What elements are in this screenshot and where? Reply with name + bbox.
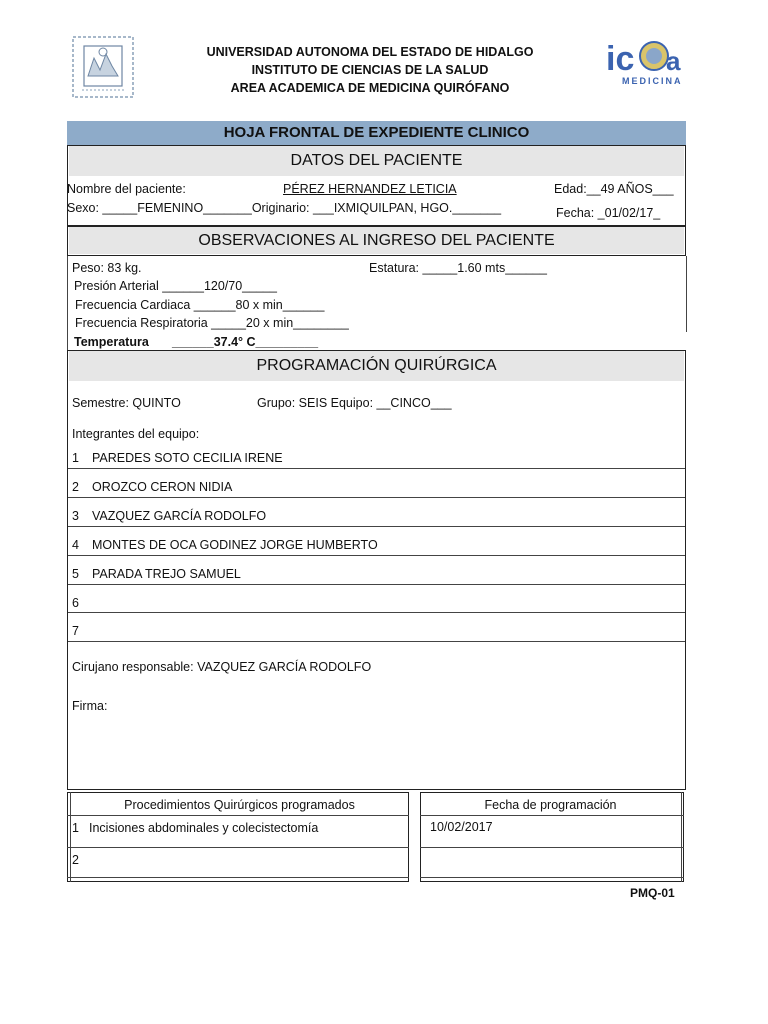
university-seal-logo	[72, 36, 134, 98]
member-name: OROZCO CERON NIDIA	[92, 480, 233, 494]
temperature-value: ______37.4° C_________	[172, 335, 319, 349]
patient-section-title: DATOS DEL PACIENTE	[69, 146, 684, 176]
member-name: VAZQUEZ GARCÍA RODOLFO	[92, 509, 267, 523]
member-divider	[68, 641, 685, 642]
schedule-inner-border	[681, 792, 682, 882]
procedure-number: 1	[72, 821, 79, 835]
patient-sex-origin: Sexo: _____FEMENINO_______Originario: ___IXMIQUILPAN, HGO._______	[67, 201, 502, 215]
member-divider	[68, 526, 685, 527]
observations-right-border	[686, 256, 687, 332]
member-number: 3	[72, 509, 79, 523]
schedule-row-divider	[420, 847, 684, 848]
patient-name-value: PÉREZ HERNANDEZ LETICIA	[283, 182, 457, 196]
member-divider	[68, 497, 685, 498]
procedures-header: Procedimientos Quirúrgicos programados	[124, 798, 355, 812]
weight-field: Peso: 83 kg.	[72, 261, 142, 275]
blood-pressure-field: Presión Arterial ______120/70_____	[74, 279, 277, 293]
observations-left-border	[67, 256, 68, 350]
schedule-date-value: 10/02/2017	[430, 820, 493, 834]
member-number: 2	[72, 480, 79, 494]
height-field: Estatura: _____1.60 mts______	[369, 261, 547, 275]
surgery-section-title: PROGRAMACIÓN QUIRÚRGICA	[69, 351, 684, 381]
procedures-header-divider	[67, 815, 409, 816]
procedure-name: Incisiones abdominales y colecistectomía	[89, 821, 319, 835]
member-number: 7	[72, 624, 79, 638]
responsible-surgeon: Cirujano responsable: VAZQUEZ GARCÍA RODOLFO	[72, 660, 372, 674]
member-number: 6	[72, 596, 79, 610]
form-code: PMQ-01	[630, 886, 675, 900]
patient-name-label: Nombre del paciente:	[67, 182, 186, 196]
member-divider	[68, 612, 685, 613]
schedule-row-divider	[420, 877, 684, 878]
procedure-number: 2	[72, 853, 79, 867]
temperature-label: Temperatura	[74, 335, 149, 349]
observations-section-title: OBSERVACIONES AL INGRESO DEL PACIENTE	[69, 227, 684, 254]
title-bar	[67, 121, 686, 145]
member-divider	[68, 468, 685, 469]
signature-label: Firma:	[72, 699, 108, 713]
member-number: 1	[72, 451, 79, 465]
institute-name: INSTITUTO DE CIENCIAS DE LA SALUD	[251, 63, 489, 77]
patient-age: Edad:__49 AÑOS___	[554, 182, 674, 196]
member-divider	[68, 584, 685, 585]
member-divider	[68, 555, 685, 556]
university-name: UNIVERSIDAD AUTONOMA DEL ESTADO DE HIDALGO	[206, 45, 534, 59]
svg-text:ic: ic	[606, 40, 635, 78]
member-name: PARADA TREJO SAMUEL	[92, 567, 241, 581]
respiratory-rate-field: Frecuencia Respiratoria _____20 x min________	[75, 316, 349, 330]
team-members-label: Integrantes del equipo:	[72, 427, 200, 441]
procedure-row-divider	[67, 847, 409, 848]
heart-rate-field: Frecuencia Cardiaca ______80 x min______	[75, 298, 325, 312]
member-name: PAREDES SOTO CECILIA IRENE	[92, 451, 283, 465]
member-number: 5	[72, 567, 79, 581]
procedure-row-divider	[67, 877, 409, 878]
semester-field: Semestre: QUINTO	[72, 396, 181, 410]
logo-caption: MEDICINA	[622, 76, 683, 86]
area-name: AREA ACADEMICA DE MEDICINA QUIRÓFANO	[230, 81, 510, 95]
icsa-medicina-logo	[604, 30, 684, 90]
schedule-header-divider	[420, 815, 684, 816]
patient-date: Fecha: _01/02/17_	[556, 206, 661, 220]
member-name: MONTES DE OCA GODINEZ JORGE HUMBERTO	[92, 538, 378, 552]
svg-text:a: a	[666, 46, 681, 76]
schedule-date-header: Fecha de programación	[484, 798, 617, 812]
member-number: 4	[72, 538, 79, 552]
page-title: HOJA FRONTAL DE EXPEDIENTE CLINICO	[223, 124, 530, 141]
group-team-field: Grupo: SEIS Equipo: __CINCO___	[257, 396, 452, 410]
